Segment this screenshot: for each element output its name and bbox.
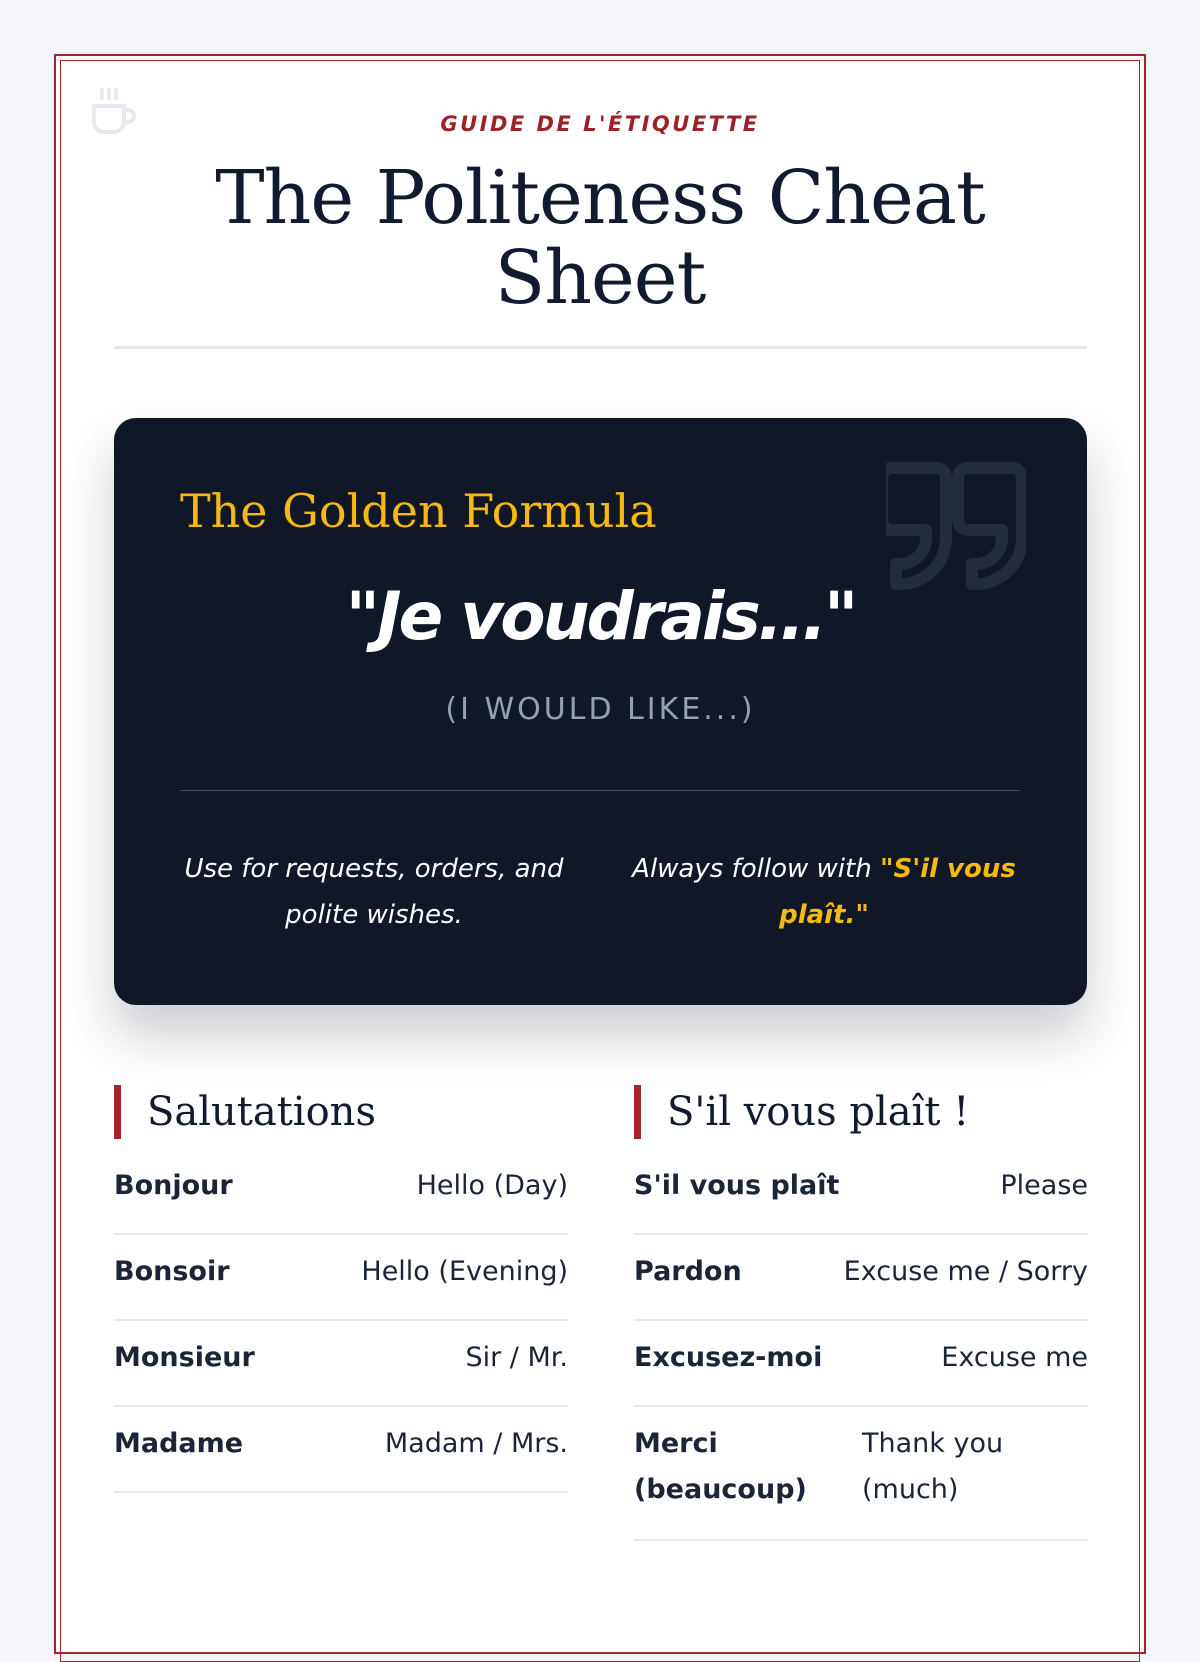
phrase-row: [114, 1407, 568, 1493]
phrase-english: Thank you (much): [862, 1428, 1004, 1505]
follow-note-highlight: "S'il vous plaît.": [779, 854, 1016, 930]
phrase-french: Madame: [114, 1428, 244, 1459]
phrase-row: [634, 1149, 1088, 1235]
formula-translation: (I WOULD LIKE...): [445, 692, 756, 727]
phrase-english: Hello (Evening): [361, 1256, 568, 1287]
phrase-row: [114, 1321, 568, 1407]
phrase-french: Monsieur: [114, 1342, 255, 1373]
phrase-english: Excuse me: [941, 1342, 1088, 1373]
formula-usage-note: Use for requests, orders, and polite wishes.: [184, 854, 564, 930]
guide-eyebrow: GUIDE DE L'ÉTIQUETTE: [440, 112, 760, 136]
salutations-section: [114, 1085, 568, 1493]
formula-divider: [180, 790, 1020, 791]
formula-title: The Golden Formula: [180, 484, 657, 538]
phrase-english: Please: [1000, 1170, 1088, 1201]
phrase-french: Pardon: [634, 1256, 742, 1287]
phrase-english: Madam / Mrs.: [384, 1428, 568, 1459]
phrase-french: Bonsoir: [114, 1256, 230, 1287]
formula-phrase: "Je voudrais...": [345, 578, 856, 655]
phrase-row: [114, 1149, 568, 1235]
phrase-row: [114, 1235, 568, 1321]
quote-mark-icon: [886, 458, 1026, 594]
phrase-row: [634, 1407, 1088, 1541]
phrase-french: S'il vous plaît: [634, 1170, 840, 1201]
section-header: [634, 1085, 1088, 1139]
golden-formula-card: [114, 418, 1087, 1005]
phrase-french: Bonjour: [114, 1170, 233, 1201]
phrase-english: Hello (Day): [416, 1170, 568, 1201]
title-divider: [114, 346, 1087, 349]
phrase-french: Merci (beaucoup): [634, 1428, 807, 1505]
phrase-english: Excuse me / Sorry: [843, 1256, 1088, 1287]
phrase-french: Excusez-moi: [634, 1342, 823, 1373]
please-section: [634, 1085, 1088, 1541]
phrase-row: [634, 1321, 1088, 1407]
section-title: S'il vous plaît !: [667, 1089, 970, 1135]
follow-note-text: Always follow with: [632, 854, 880, 884]
section-header: [114, 1085, 568, 1139]
section-title: Salutations: [147, 1089, 376, 1135]
phrase-row: [634, 1235, 1088, 1321]
formula-follow-note: [614, 846, 1034, 938]
phrase-english: Sir / Mr.: [465, 1342, 568, 1373]
page-title: The Politeness Cheat Sheet: [215, 155, 985, 321]
